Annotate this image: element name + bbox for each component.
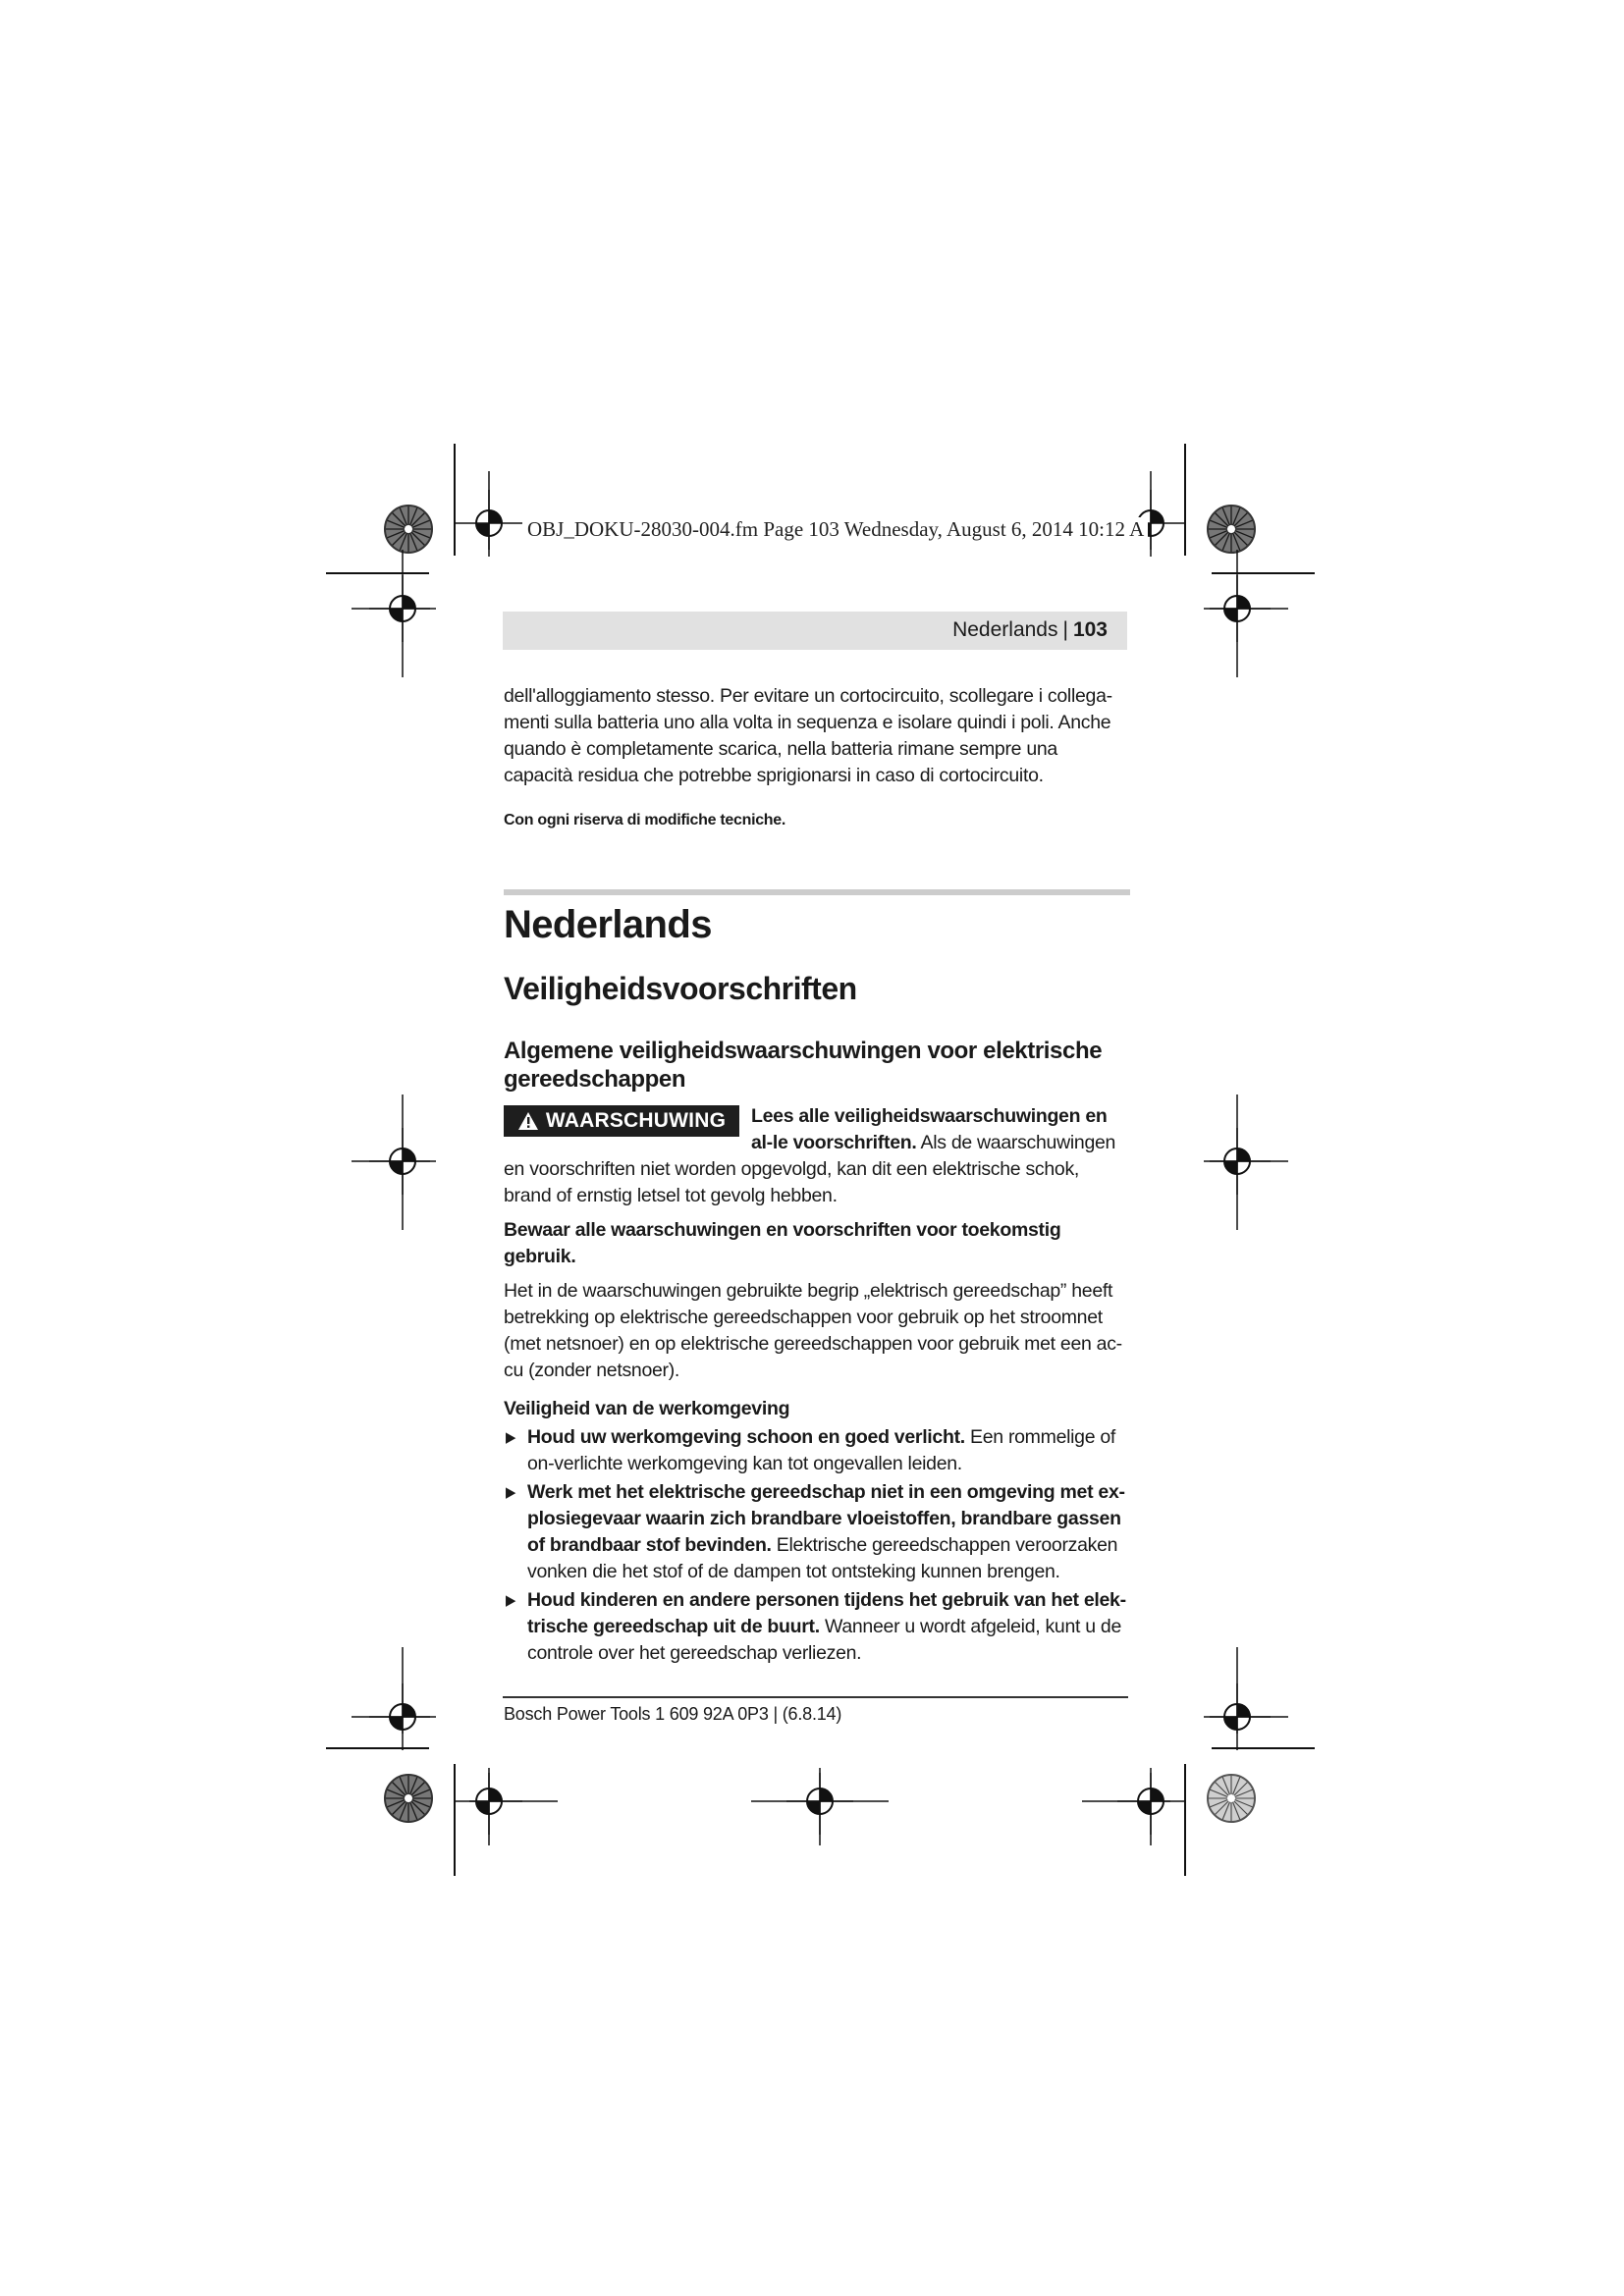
footer-rule [503,1696,1128,1698]
intro-paragraph: dell'alloggiamento stesso. Per evitare un cortocircuito, scollegare i collega-menti sulla batteria uno alla volta in sequenza e isolare quindi i poli. Anche quando è completamente scarica, nella batteria rimane sempre una capacità residua che potrebbe sprigionarsi in caso di cortocircuito. [504,685,1112,786]
page-footer: Bosch Power Tools 1 609 92A 0P3 | (6.8.14) [504,1704,842,1724]
warning-label: WAARSCHUWING [545,1109,727,1132]
page-number: 103 [1072,618,1108,641]
print-info: OBJ_DOKU-28030-004.fm Page 103 Wednesday, August 6, 2014 10:12 A [523,517,1148,542]
page-header [503,612,1127,650]
bullet-triangle-icon: ▶ [506,1484,516,1501]
header-text: Nederlands | 103 [952,618,1108,641]
work-area-heading: Veiligheid van de werkomgeving [504,1398,790,1419]
warning-triangle-icon [517,1111,539,1131]
warning-block [504,1103,1130,1209]
warning-bold: Lees alle veiligheidswaarschuwingen en al-le voorschriften. [751,1105,1108,1153]
keep-instructions: Bewaar alle waarschuwingen en voorschriften voor toekomstig gebruik. [504,1219,1061,1267]
section-title: Nederlands [504,903,712,946]
list-item: ▶ Houd uw werkomgeving schoon en goed verlicht. Een rommelige of on-verlichte werkomgeving kan tot ongevallen leiden. [506,1426,1116,1474]
list-item: ▶ Houd kinderen en andere personen tijdens het gebruik van het elek-trische gereedschap uit de buurt. Wanneer u wordt afgeleid, kunt u de controle over het gereedschap verliezen. [506,1589,1126,1664]
technical-changes-note: Con ogni riserva di modifiche tecniche. [504,812,786,828]
language-section [504,889,1130,950]
general-heading: Algemene veiligheidswaarschuwingen voor elektrische gereedschappen [504,1038,1103,1093]
warning-badge [504,1105,739,1137]
definition-paragraph: Het in de waarschuwingen gebruikte begrip „elektrisch gereedschap” heeft betrekking op elektrische gereedschappen voor gebruik op het stroomnet (met netsnoer) en op elektrische gereedschappen voor gebruik met een ac-cu (zonder netsnoer). [504,1280,1122,1381]
warning-body: Als de waarschuwingen en voorschriften niet worden opgevolgd, kan dit een elektrische schok, brand of ernstig letsel tot gevolg hebben. [504,1132,1116,1206]
page-content [504,683,1130,1667]
list-item: ▶ Werk met het elektrische gereedschap niet in een omgeving met ex-plosiegevaar waarin zich brandbare vloeistoffen, brandbare gassen of brandbaar stof bevinden. Elektrische gereedschappen veroorzaken vonken die het stof of de dampen tot ontsteking kunnen brengen. [506,1481,1125,1582]
subsection-title: Veiligheidsvoorschriften [504,971,857,1006]
header-language: Nederlands [952,618,1058,641]
bullet-triangle-icon: ▶ [506,1592,516,1609]
bullet-triangle-icon: ▶ [506,1429,516,1446]
